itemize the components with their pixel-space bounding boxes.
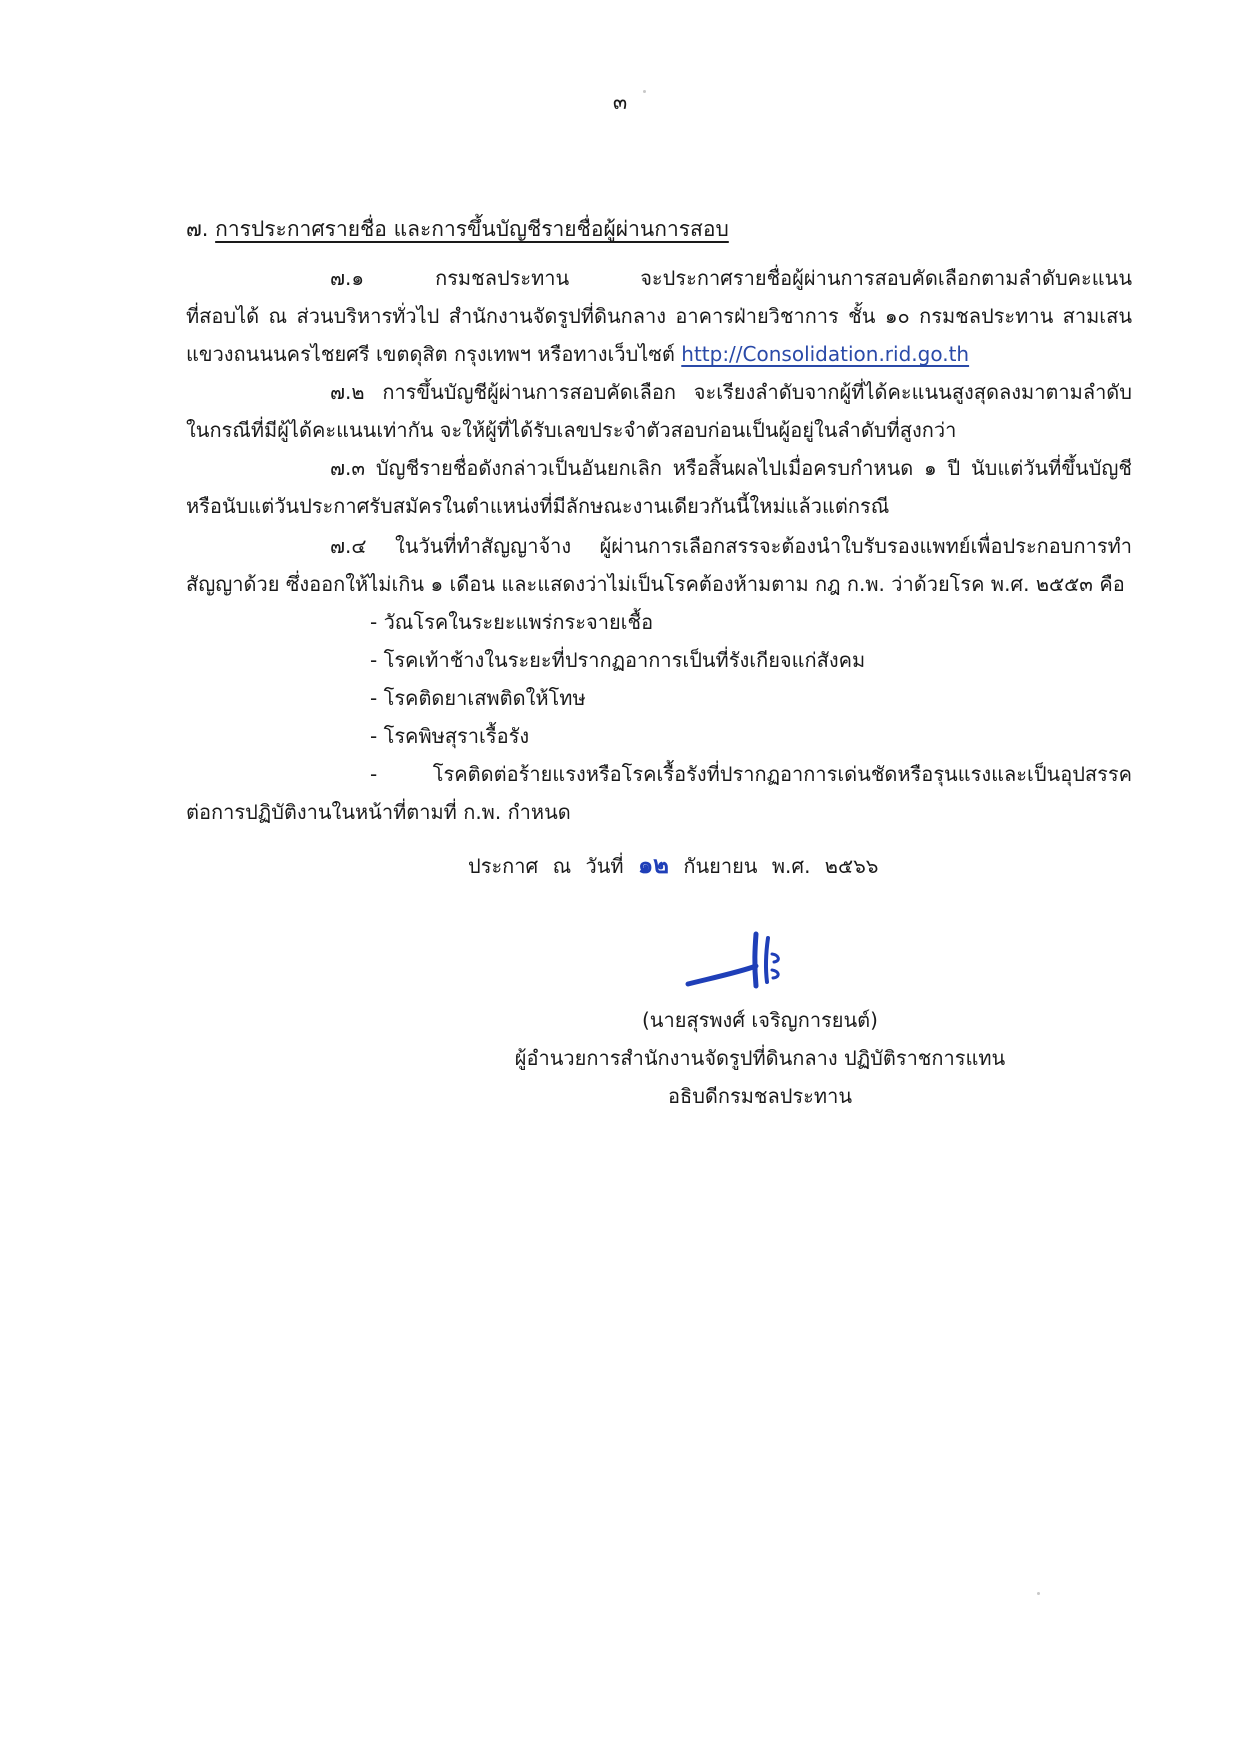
paragraph-7-2-line-1: ๗.๒ การขึ้นบัญชีผู้ผ่านการสอบคัดเลือก จะเรียงลำดับจากผู้ที่ได้คะแนนสูงสุดลงมาตามลำดับ — [330, 380, 1132, 404]
disease-item: - โรคพิษสุราเรื้อรัง — [370, 724, 530, 748]
disease-item: - โรคติดต่อร้ายแรงหรือโรคเรื้อรังที่ปรากฏอาการเด่นชัดหรือรุนแรงและเป็นอุปสรรค — [370, 762, 1132, 786]
paragraph-7-3-line-2: หรือนับแต่วันประกาศรับสมัครในตำแหน่งที่มีลักษณะงานเดียวกันนี้ใหม่แล้วแต่กรณี — [186, 494, 890, 518]
paragraph-7-1-line-3 — [186, 338, 1132, 370]
paragraph-7-2-line-2: ในกรณีที่มีผู้ได้คะแนนเท่ากัน จะให้ผู้ที่ได้รับเลขประจำตัวสอบก่อนเป็นผู้อยู่ในลำดับที่สูงกว่า — [186, 418, 957, 442]
announcement-date — [468, 845, 879, 884]
paragraph-7-1-line-2: ที่สอบได้ ณ ส่วนบริหารทั่วไป สำนักงานจัดรูปที่ดินกลาง อาคารฝ่ายวิชาการ ชั้น ๑๐ กรมชลประทาน สามเสน — [186, 304, 1132, 328]
disease-item-continuation: ต่อการปฏิบัติงานในหน้าที่ตามที่ ก.พ. กำหนด — [186, 800, 571, 824]
page-number: ๓ — [612, 90, 628, 114]
handwritten-signature — [682, 928, 802, 998]
paragraph-7-3-line-1: ๗.๓ บัญชีรายชื่อดังกล่าวเป็นอันยกเลิก หรือสิ้นผลไปเมื่อครบกำหนด ๑ ปี นับแต่วันที่ขึ้นบัญชี — [330, 456, 1132, 480]
disease-item: - โรคเท้าช้างในระยะที่ปรากฏอาการเป็นที่รังเกียจแก่สังคม — [370, 648, 866, 672]
scan-speck — [1037, 1592, 1040, 1595]
paragraph-7-1-line-1: ๗.๑ กรมชลประทาน จะประกาศรายชื่อผู้ผ่านการสอบคัดเลือกตามลำดับคะแนน — [330, 266, 1132, 290]
scan-speck — [643, 90, 646, 93]
date-month: กันยายน — [683, 854, 758, 878]
website-link[interactable]: http://Consolidation.rid.go.th — [681, 342, 970, 366]
date-prefix: ประกาศ ณ วันที่ — [468, 854, 624, 878]
paragraph-7-4-line-1: ๗.๔ ในวันที่ทำสัญญาจ้าง ผู้ผ่านการเลือกสรรจะต้องนำใบรับรองแพทย์เพื่อประกอบการทำ — [330, 534, 1132, 558]
date-day: ๑๒ — [637, 851, 669, 879]
signatory-position-line-2: อธิบดีกรมชลประทาน — [667, 1084, 853, 1108]
section-heading — [186, 213, 729, 246]
signatory-name: (นายสุรพงศ์ เจริญการยนต์) — [642, 1008, 878, 1032]
disease-item: - โรคติดยาเสพติดให้โทษ — [370, 686, 586, 710]
signatory-position: ผู้อำนวยการสำนักงานจัดรูปที่ดินกลาง ปฏิบัติราชการแทน — [514, 1046, 1006, 1070]
paragraph-7-1-line-3-text: แขวงถนนนครไชยศรี เขตดุสิต กรุงเทพฯ หรือทางเว็บไซต์ — [186, 342, 682, 366]
section-title: การประกาศรายชื่อ และการขึ้นบัญชีรายชื่อผู้ผ่านการสอบ — [215, 217, 729, 241]
disease-item: - วัณโรคในระยะแพร่กระจายเชื้อ — [370, 610, 654, 634]
date-year: พ.ศ. ๒๕๖๖ — [771, 854, 879, 878]
paragraph-7-4-line-2: สัญญาด้วย ซึ่งออกให้ไม่เกิน ๑ เดือน และแสดงว่าไม่เป็นโรคต้องห้ามตาม กฎ ก.พ. ว่าด้วยโรค พ.ศ. ๒๕๕๓ คือ — [186, 572, 1125, 596]
section-number: ๗. — [186, 217, 209, 241]
